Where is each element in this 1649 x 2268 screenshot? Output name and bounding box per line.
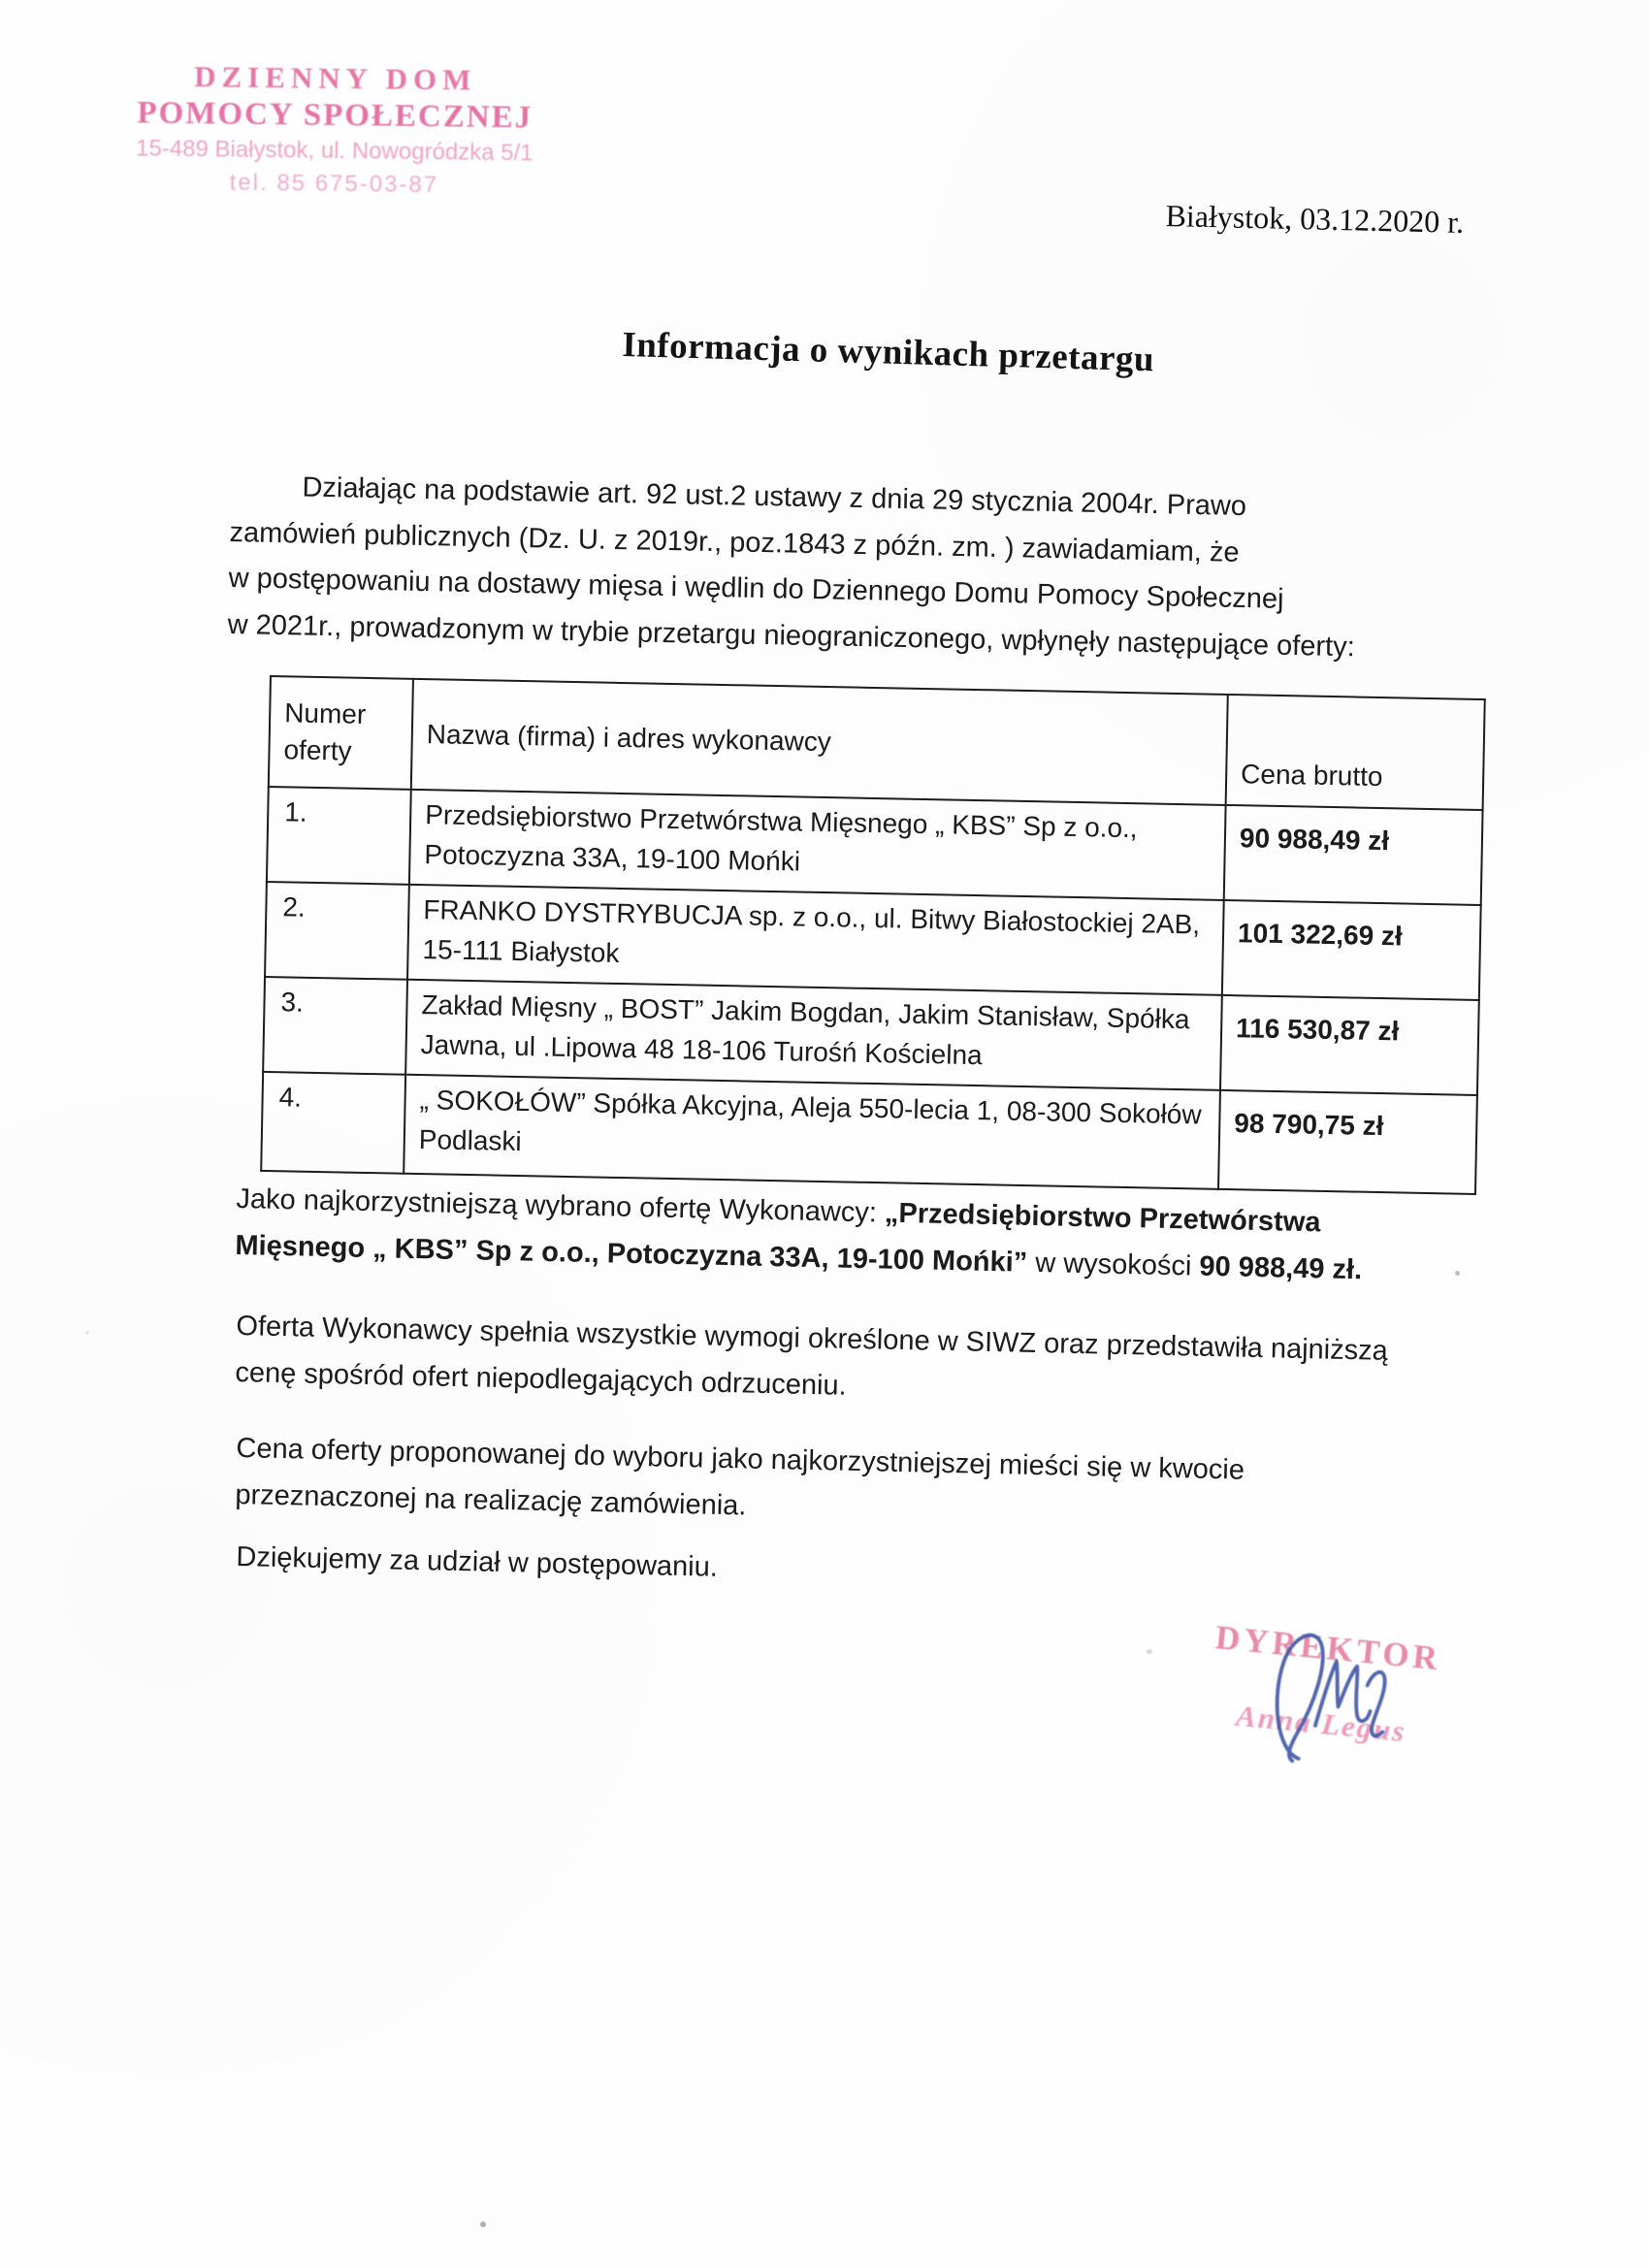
gross-price: 90 988,49 zł — [1224, 805, 1483, 905]
scan-speck — [480, 2221, 486, 2227]
budget-line: Cena oferty proponowanej do wyboru jako najkorzystniejszej mieści się w kwocie — [236, 1432, 1245, 1486]
col-header-offer-number: Numer oferty — [269, 676, 413, 790]
scan-speck — [1147, 1649, 1152, 1654]
offer-number: 2. — [265, 882, 409, 980]
offers-table — [260, 675, 1486, 1195]
budget-line: przeznaczonej na realizację zamówienia. — [235, 1478, 747, 1521]
selection-text: Jako najkorzystniejszą wybrano ofertę Wykonawcy: — [236, 1183, 886, 1229]
contractor-name-address: „ SOKOŁÓW” Spółka Akcyjna, Aleja 550-lecia 1, 08-300 Sokołów Podlaski — [404, 1075, 1220, 1189]
gross-price: 116 530,87 zł — [1220, 995, 1479, 1095]
intro-line: w 2021r., prowadzonym w trybie przetargu nieograniczonego, wpłynęły następujące oferty: — [227, 608, 1356, 663]
winner-price: 90 988,49 zł. — [1199, 1250, 1363, 1286]
document-title: Informacja o wynikach przetargu — [621, 324, 1155, 380]
intro-line: zamówień publicznych (Dz. U. z 2019r., poz.1843 z późn. zm. ) zawiadamiam, że — [229, 516, 1240, 568]
intro-line: Działając na podstawie art. 92 ust.2 ustawy z dnia 29 stycznia 2004r. Prawo — [302, 471, 1247, 523]
compliance-paragraph — [235, 1304, 1388, 1421]
col-header-gross-price: Cena brutto — [1226, 695, 1485, 810]
handwritten-signature-icon — [1239, 1604, 1419, 1789]
contractor-name-address: FRANKO DYSTRYBUCJA sp. z o.o., ul. Bitwy Białostockiej 2AB, 15-111 Białystok — [407, 885, 1224, 995]
thanks-paragraph — [236, 1535, 718, 1591]
budget-paragraph — [235, 1426, 1245, 1540]
offer-number: 4. — [261, 1072, 405, 1174]
intro-paragraph — [227, 464, 1358, 670]
stamp-phone: tel. 85 675-03-87 — [229, 169, 439, 199]
contractor-name-address: Przedsiębiorstwo Przetwórstwa Mięsnego „ KBS” Sp z o.o., Potoczyzna 33A, 19-100 Mońki — [409, 790, 1226, 900]
gross-price: 98 790,75 zł — [1218, 1090, 1477, 1194]
gross-price: 101 322,69 zł — [1222, 900, 1481, 1000]
date-line: Białystok, 03.12.2020 r. — [1165, 198, 1465, 240]
compliance-line: cenę spośród ofert niepodlegających odrzuceniu. — [235, 1356, 848, 1402]
stamp-org-name-line1: DZIENNY DOM — [193, 59, 477, 97]
selection-paragraph — [235, 1176, 1364, 1293]
thanks-line: Dziękujemy za udział w postępowaniu. — [236, 1540, 719, 1583]
selection-text: w wysokości — [1026, 1247, 1200, 1282]
intro-line: w postępowaniu na dostawy mięsa i wędlin do Dziennego Domu Pomocy Społecznej — [228, 562, 1284, 615]
stamp-org-name-line2: POMOCY SPOŁECZNEJ — [137, 95, 534, 136]
scan-speck — [1455, 1271, 1460, 1276]
scan-speck — [85, 1331, 89, 1335]
contractor-name-address: Zakład Mięsny „ BOST” Jakim Bogdan, Jakim Stanisław, Spółka Jawna, ul .Lipowa 48 18-106 Turośń Kościelna — [405, 980, 1222, 1090]
organization-stamp — [103, 58, 566, 201]
winner-name-part2: Mięsnego „ KBS” Sp z o.o., Potoczyzna 33A, 19-100 Mońki” — [235, 1229, 1028, 1279]
stamp-address: 15-489 Białystok, ul. Nowogródzka 5/1 — [135, 135, 534, 167]
signature-name-stamp: Anna Legus — [1234, 1698, 1408, 1749]
winner-name-part1: „Przedsiębiorstwo Przetwórstwa — [884, 1197, 1321, 1239]
signature-role-stamp: DYREKTOR — [1213, 1618, 1443, 1678]
offer-number: 1. — [267, 787, 411, 885]
offer-number: 3. — [263, 977, 407, 1075]
col-header-contractor: Nazwa (firma) i adres wykonawcy — [411, 679, 1228, 805]
compliance-line: Oferta Wykonawcy spełnia wszystkie wymogi określone w SIWZ oraz przedstawiła najniższą — [236, 1310, 1389, 1367]
signature-block — [1184, 1616, 1466, 1754]
